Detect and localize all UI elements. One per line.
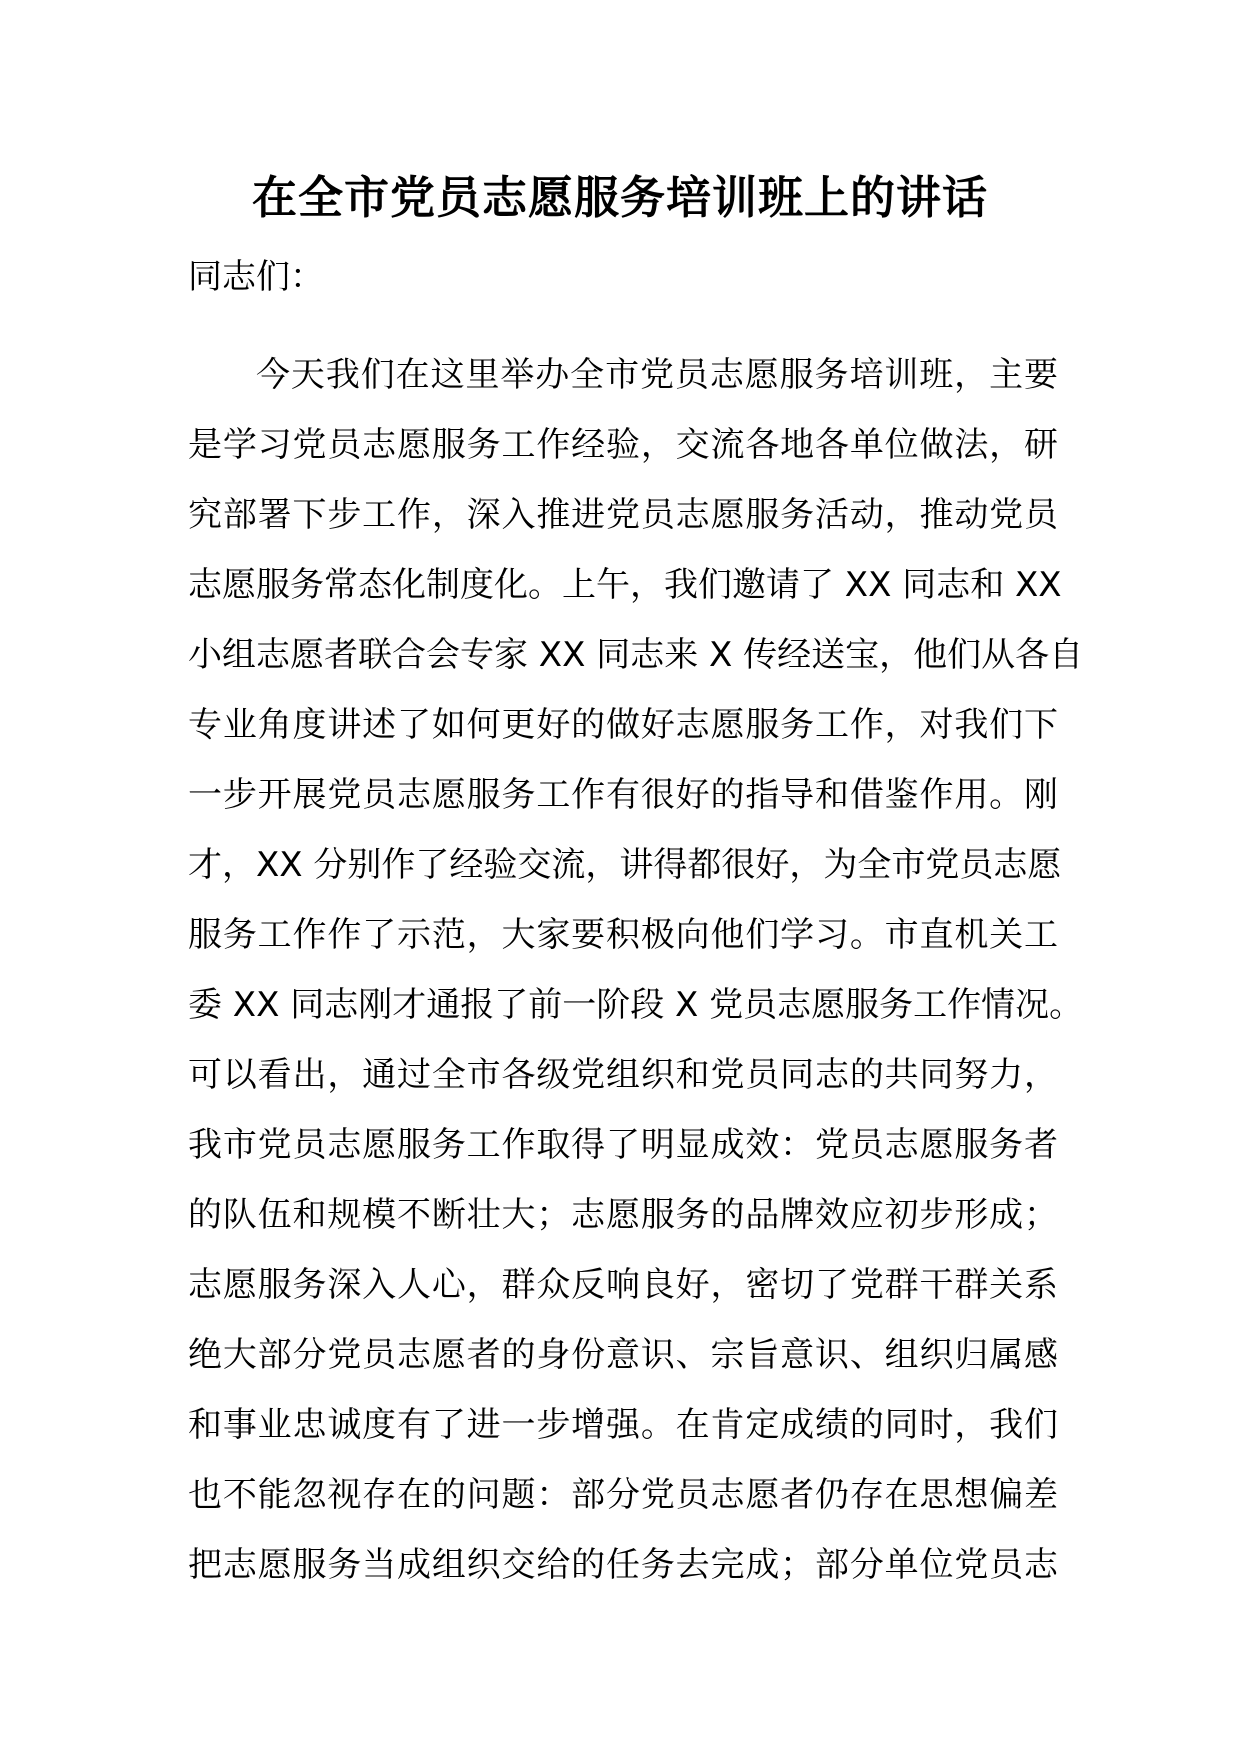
paragraph-line: 的队伍和规模不断壮大；志愿服务的品牌效应初步形成；: [188, 1195, 1058, 1235]
paragraph-line: 今天我们在这里举办全市党员志愿服务培训班，主要: [256, 355, 1058, 395]
paragraph-line: 也不能忽视存在的问题：部分党员志愿者仍存在思想偏差: [188, 1475, 1058, 1515]
paragraph-line: 委 XX 同志刚才通报了前一阶段 X 党员志愿服务工作情况。: [188, 985, 1084, 1025]
paragraph-line: 是学习党员志愿服务工作经验，交流各地各单位做法，研: [188, 425, 1058, 465]
paragraph-line: 究部署下步工作，深入推进党员志愿服务活动，推动党员: [188, 495, 1058, 535]
paragraph-line: 可以看出，通过全市各级党组织和党员同志的共同努力，: [188, 1055, 1058, 1095]
paragraph-line: 服务工作作了示范，大家要积极向他们学习。市直机关工: [188, 915, 1058, 955]
paragraph-line: 一步开展党员志愿服务工作有很好的指导和借鉴作用。刚: [188, 775, 1058, 815]
paragraph-line: 志愿服务常态化制度化。上午，我们邀请了 XX 同志和 XX: [188, 565, 1062, 605]
paragraph-line: 专业角度讲述了如何更好的做好志愿服务工作，对我们下: [188, 705, 1058, 745]
document-title: 在全市党员志愿服务培训班上的讲话: [251, 171, 988, 224]
paragraph-line: 把志愿服务当成组织交给的任务去完成；部分单位党员志: [188, 1545, 1058, 1585]
paragraph-line: 小组志愿者联合会专家 XX 同志来 X 传经送宝，他们从各自: [188, 635, 1084, 675]
salutation: 同志们：: [188, 257, 324, 297]
paragraph-line: 我市党员志愿服务工作取得了明显成效：党员志愿服务者: [188, 1125, 1058, 1165]
paragraph-line: 绝大部分党员志愿者的身份意识、宗旨意识、组织归属感: [188, 1335, 1058, 1375]
paragraph-line: 才，XX 分别作了经验交流，讲得都很好，为全市党员志愿: [188, 845, 1062, 885]
body-paragraph: [188, 340, 1084, 1600]
paragraph-line: 和事业忠诚度有了进一步增强。在肯定成绩的同时，我们: [188, 1405, 1058, 1445]
paragraph-line: 志愿服务深入人心，群众反响良好，密切了党群干群关系: [188, 1265, 1058, 1305]
